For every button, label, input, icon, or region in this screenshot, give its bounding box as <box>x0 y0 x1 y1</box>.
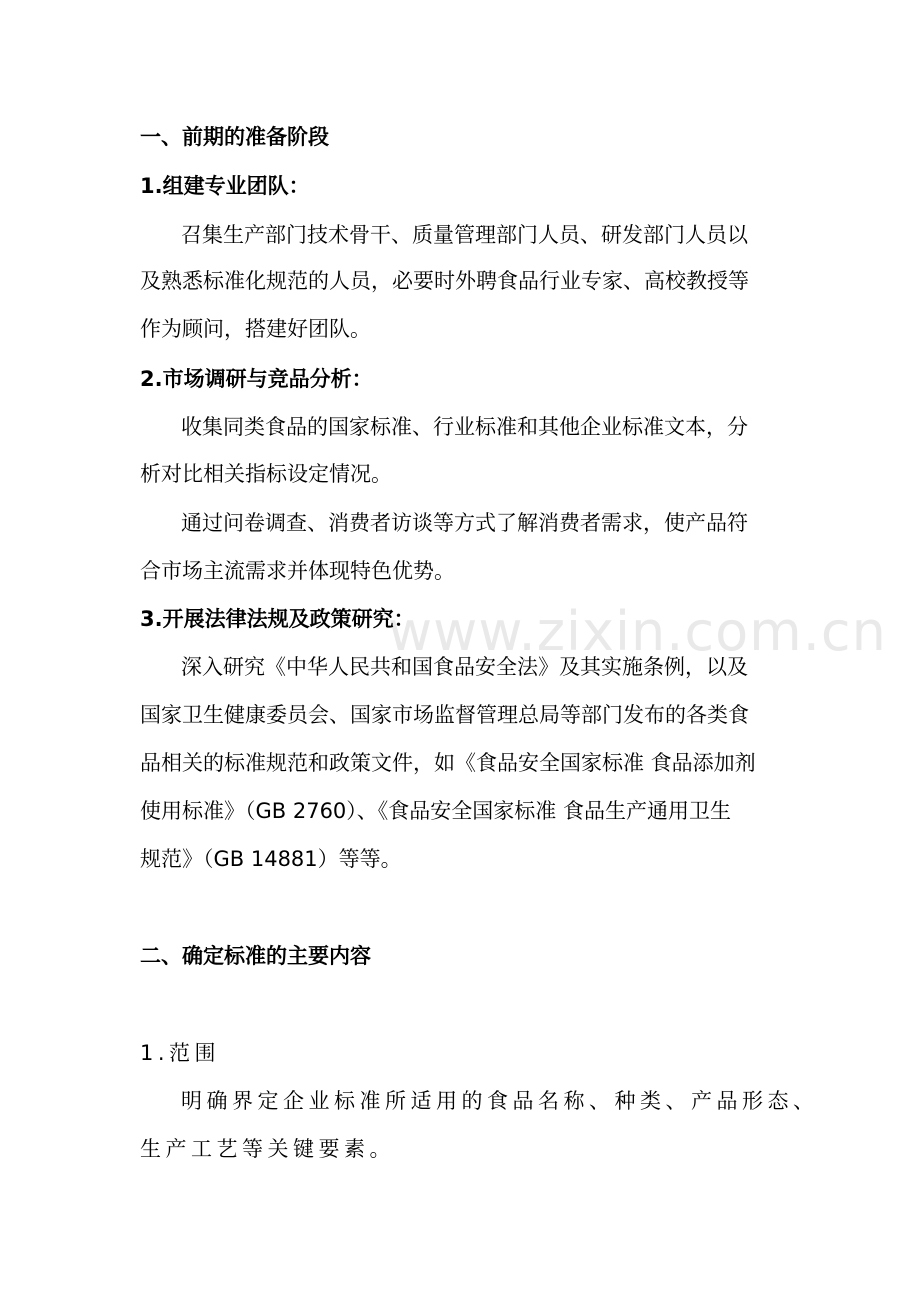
paragraph-line: 析对比相关指标设定情况。 <box>140 462 392 486</box>
subheading: 1.组建专业团队： <box>140 174 310 198</box>
paragraph-line: 生产工艺等关键要素。 <box>140 1137 395 1161</box>
subheading: 2.市场调研与竞品分析： <box>140 367 373 391</box>
paragraph-line: 深入研究《中华人民共和国食品安全法》及其实施条例，以及 <box>181 655 748 679</box>
paragraph-line: 召集生产部门技术骨干、质量管理部门人员、研发部门人员以 <box>181 223 748 247</box>
paragraph-line: 合市场主流需求并体现特色优势。 <box>140 559 455 583</box>
paragraph-line: 收集同类食品的国家标准、行业标准和其他企业标准文本，分 <box>181 415 748 439</box>
subheading: 1.范围 <box>140 1041 221 1065</box>
paragraph-line: 国家卫生健康委员会、国家市场监督管理总局等部门发布的各类食 <box>140 703 749 727</box>
paragraph-line: 作为顾问，搭建好团队。 <box>140 317 371 341</box>
paragraph-line: 规范》（GB 14881）等等。 <box>140 847 402 871</box>
subheading: 3.开展法律法规及政策研究： <box>140 607 415 631</box>
section-title: 二、确定标准的主要内容 <box>140 944 371 968</box>
paragraph-line: 明确界定企业标准所适用的食品名称、种类、产品形态、 <box>181 1089 819 1113</box>
paragraph-line: 品相关的标准规范和政策文件，如《食品安全国家标准 食品添加剂 <box>140 751 756 775</box>
paragraph-line: 及熟悉标准化规范的人员，必要时外聘食品行业专家、高校教授等 <box>140 269 749 293</box>
section-title: 一、前期的准备阶段 <box>140 125 329 149</box>
watermark: www.zixin.com.cn <box>388 600 887 663</box>
paragraph-line: 使用标准》（GB 2760）、《食品安全国家标准 食品生产通用卫生 <box>140 799 731 823</box>
paragraph-line: 通过问卷调查、消费者访谈等方式了解消费者需求，使产品符 <box>181 511 748 535</box>
